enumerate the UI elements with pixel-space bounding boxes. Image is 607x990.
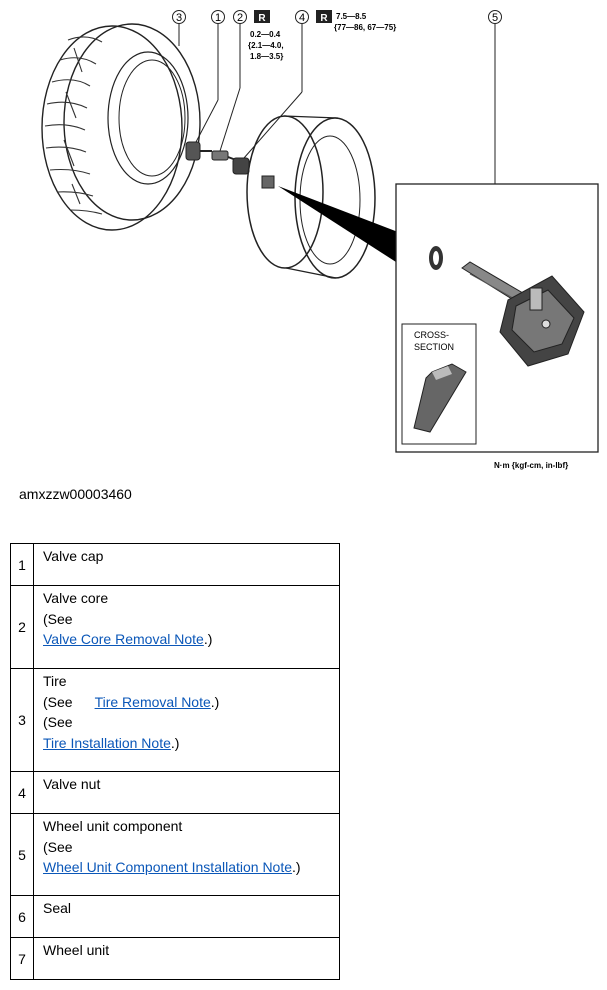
part-name: Seal xyxy=(43,900,72,916)
table-row xyxy=(11,544,340,586)
callout-5 xyxy=(489,11,502,25)
see-prefix: (See xyxy=(43,714,73,730)
exploded-diagram xyxy=(0,0,607,470)
part-number: 3 xyxy=(11,669,34,772)
parts-table xyxy=(10,543,340,980)
table-row xyxy=(11,896,340,938)
units-note: N·m {kgf-cm, in-lbf} xyxy=(494,461,569,470)
part-name: Valve cap xyxy=(43,548,104,564)
part-name-cell xyxy=(34,669,340,772)
replace-mark-valve-nut xyxy=(316,10,332,24)
valve-core-removal-note-link[interactable]: Valve Core Removal Note xyxy=(43,631,204,647)
callout-markers xyxy=(173,11,555,210)
part-name-cell xyxy=(34,772,340,814)
detail-pointer xyxy=(278,186,398,262)
part-number: 6 xyxy=(11,896,34,938)
table-row xyxy=(11,586,340,669)
tire-illustration xyxy=(42,24,200,230)
svg-text:5: 5 xyxy=(491,12,499,24)
part-name-cell xyxy=(34,814,340,896)
part-number: 1 xyxy=(11,544,34,586)
torque-spec-valve-nut xyxy=(334,12,396,32)
seal-illustration xyxy=(429,246,443,270)
table-row xyxy=(11,669,340,772)
detail-box xyxy=(396,184,598,452)
torque-spec-valve-core xyxy=(248,30,284,61)
svg-text:2: 2 xyxy=(236,12,244,24)
part-name: Tire xyxy=(43,673,67,689)
cross-section-label-line1: CROSS- xyxy=(414,330,450,340)
svg-text:{2.1—4.0,: {2.1—4.0, xyxy=(248,41,284,50)
callout-2 xyxy=(234,11,247,25)
part-name: Valve nut xyxy=(43,776,101,792)
part-number: 2 xyxy=(11,586,34,669)
replace-mark-valve-core xyxy=(254,10,270,24)
tire-installation-note-link[interactable]: Tire Installation Note xyxy=(43,734,171,751)
table-row xyxy=(11,772,340,814)
wheel-unit-component-installation-note-link[interactable]: Wheel Unit Component Installation Note xyxy=(43,859,293,875)
tire-removal-note-link[interactable]: Tire Removal Note xyxy=(94,693,211,710)
part-name-cell xyxy=(34,586,340,669)
part-number: 7 xyxy=(11,938,34,980)
svg-text:R: R xyxy=(320,13,328,24)
svg-text:1: 1 xyxy=(214,12,222,24)
callout-3 xyxy=(173,11,186,25)
see-prefix: (See xyxy=(43,693,73,710)
part-name: Valve core xyxy=(43,590,109,606)
svg-text:0.2—0.4: 0.2—0.4 xyxy=(250,30,281,39)
callout-1 xyxy=(212,11,225,25)
ref-suffix: .) xyxy=(292,859,301,875)
svg-text:1.8—3.5}: 1.8—3.5} xyxy=(250,52,284,61)
ref-suffix: .) xyxy=(203,631,213,647)
see-prefix: (See xyxy=(43,838,73,855)
cross-section-label-line2: SECTION xyxy=(414,342,455,352)
part-name: Wheel unit component xyxy=(43,818,183,834)
svg-text:3: 3 xyxy=(175,12,183,24)
part-number: 5 xyxy=(11,814,34,896)
table-row xyxy=(11,938,340,980)
ref-suffix: .) xyxy=(170,734,180,751)
svg-text:R: R xyxy=(258,13,266,24)
table-row xyxy=(11,814,340,896)
see-prefix: (See xyxy=(43,610,73,627)
callout-4 xyxy=(296,11,309,25)
part-name-cell xyxy=(34,896,340,938)
valve-parts xyxy=(186,142,249,174)
svg-text:7.5—8.5: 7.5—8.5 xyxy=(336,12,367,21)
svg-text:{77—86, 67—75}: {77—86, 67—75} xyxy=(334,23,397,32)
part-name-cell xyxy=(34,938,340,980)
wheel-illustration xyxy=(247,116,375,278)
ref-suffix: .) xyxy=(210,693,220,710)
svg-text:4: 4 xyxy=(298,12,306,24)
part-name: Wheel unit xyxy=(43,942,110,958)
part-name-cell xyxy=(34,544,340,586)
figure-id: amxzzw00003460 xyxy=(19,486,132,502)
part-number: 4 xyxy=(11,772,34,814)
